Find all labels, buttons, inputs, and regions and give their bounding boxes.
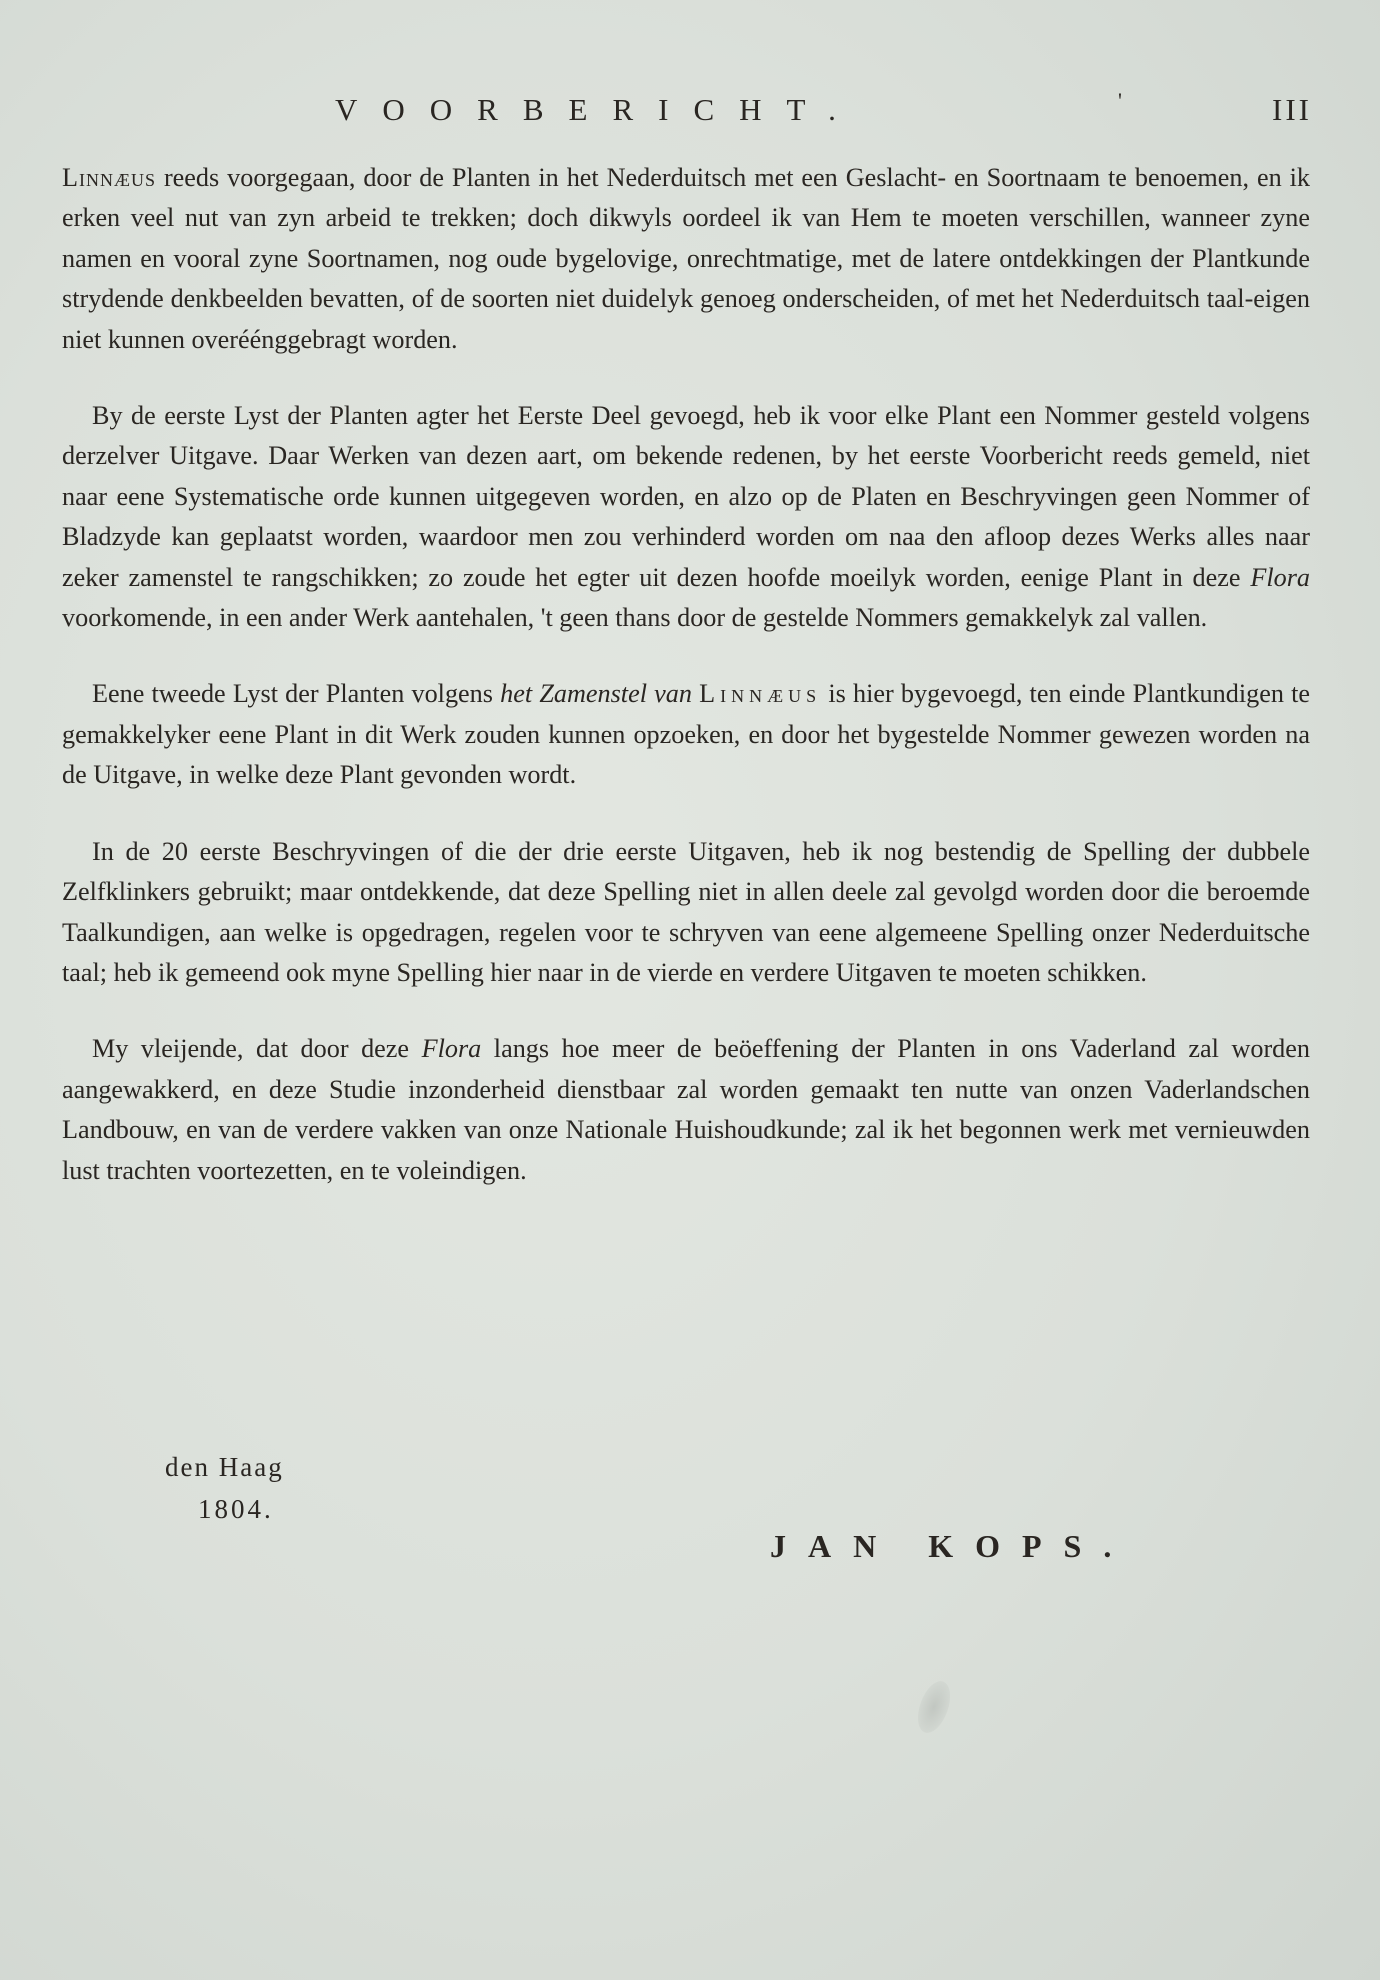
paragraph-2	[62, 396, 1310, 638]
running-head	[0, 88, 1380, 132]
paragraph-2-text-b: voorkomende, in een ander Werk aantehalen, 't geen thans door de gestelde Nommers gemakkelyk zal vallen.	[62, 603, 1208, 633]
paragraph-2-text-a: By de eerste Lyst der Planten agter het Eerste Deel gevoegd, heb ik voor elke Plant een Nommer gesteld volgens derzelver Uitgave. Daar Werken van dezen aart, om bekende redenen, by het eerste Voorbericht reeds gemeld, niet naar eene Systematische orde kunnen uitgegeven worden, en alzo op de Platen en Beschryvingen geen Nommer of Bladzyde kan geplaatst worden, waardoor men zou verhinderd worden om naa den afloop dezes Werks alles naar zeker zamenstel te rangschikken; zo zoude het egter uit dezen hoofde moeilyk worden, eenige Plant in deze	[62, 401, 1310, 592]
paragraph-3-text-a: Eene tweede Lyst der Planten volgens	[92, 679, 501, 709]
date-line: 1804.	[198, 1494, 274, 1524]
paragraph-1-text: reeds voorgegaan, door de Planten in het Nederduitsch met een Geslacht- en Soortnaam te benoemen, en ik erken veel nut van zyn arbeid te trekken; doch dikwyls oordeel ik van Hem te moeten verschillen, wanneer zyne namen en vooral zyne Soortnamen, nog oude bygelovige, onrechtmatige, met de latere ontdekkingen der Plantkunde strydende denkbeelden bevatten, of de soorten niet duidelyk genoeg onderscheiden, of met het Nederduitsch taal-eigen niet kunnen overéénggebragt worden.	[62, 163, 1310, 354]
paragraph-2-italic: Flora	[1250, 562, 1310, 592]
signature: JAN KOPS.	[770, 1528, 1134, 1564]
paragraph-3-smallcaps: Linnæus	[699, 679, 822, 709]
paragraph-3	[62, 674, 1310, 795]
paragraph-3-text-b: is hier bygevoegd, ten einde Plantkundigen te gemakkelyker eene Plant in dit Werk zouden kunnen opzoeken, en door het bygestelde Nommer gewezen worden na de Uitgave, in welke deze Plant gevonden wordt.	[62, 679, 1310, 790]
author-name-smallcaps: Linnæus	[62, 163, 157, 192]
paragraph-5-text-a: My vleijende, dat door deze	[92, 1034, 422, 1064]
place-line: den Haag	[165, 1452, 284, 1482]
body-text	[62, 158, 1310, 1227]
paragraph-4-text: In de 20 eerste Beschryvingen of die der drie eerste Uitgaven, heb ik nog bestendig de Spelling der dubbele Zelfklinkers gebruikt; maar ontdekkende, dat deze Spelling niet in allen deele zal gevolgd worden door die beroemde Taalkundigen, aan welke is opgedragen, regelen voor te schryven van eene algemeene Spelling onzer Nederduitsche taal; heb ik gemeend ook myne Spelling hier naar in de vierde en verdere Uitgaven te moeten schikken.	[62, 836, 1310, 987]
page-number: III	[1272, 92, 1312, 127]
paragraph-5-italic: Flora	[421, 1034, 482, 1064]
closing-block	[0, 1452, 1380, 1632]
paragraph-3-italic: het Zamenstel van	[500, 679, 692, 709]
paper-smudge	[912, 1677, 957, 1737]
page-title: VOORBERICHT.	[335, 92, 861, 127]
paragraph-5-text-b: langs hoe meer de beöeffening der Planten in ons Vaderland zal worden aangewakkerd, en deze Studie inzonderheid dienstbaar zal worden gemaakt ten nutte van onzen Vaderlandschen Landbouw, en van de verdere vakken van onze Nationale Huishoudkunde; zal ik het begonnen werk met vernieuwden lust trachten voortezetten, en te voleindigen.	[62, 1034, 1310, 1185]
paragraph-1	[62, 158, 1310, 360]
paragraph-4	[62, 832, 1310, 994]
paragraph-5	[62, 1029, 1310, 1191]
ornament-mark: '	[1118, 88, 1122, 113]
